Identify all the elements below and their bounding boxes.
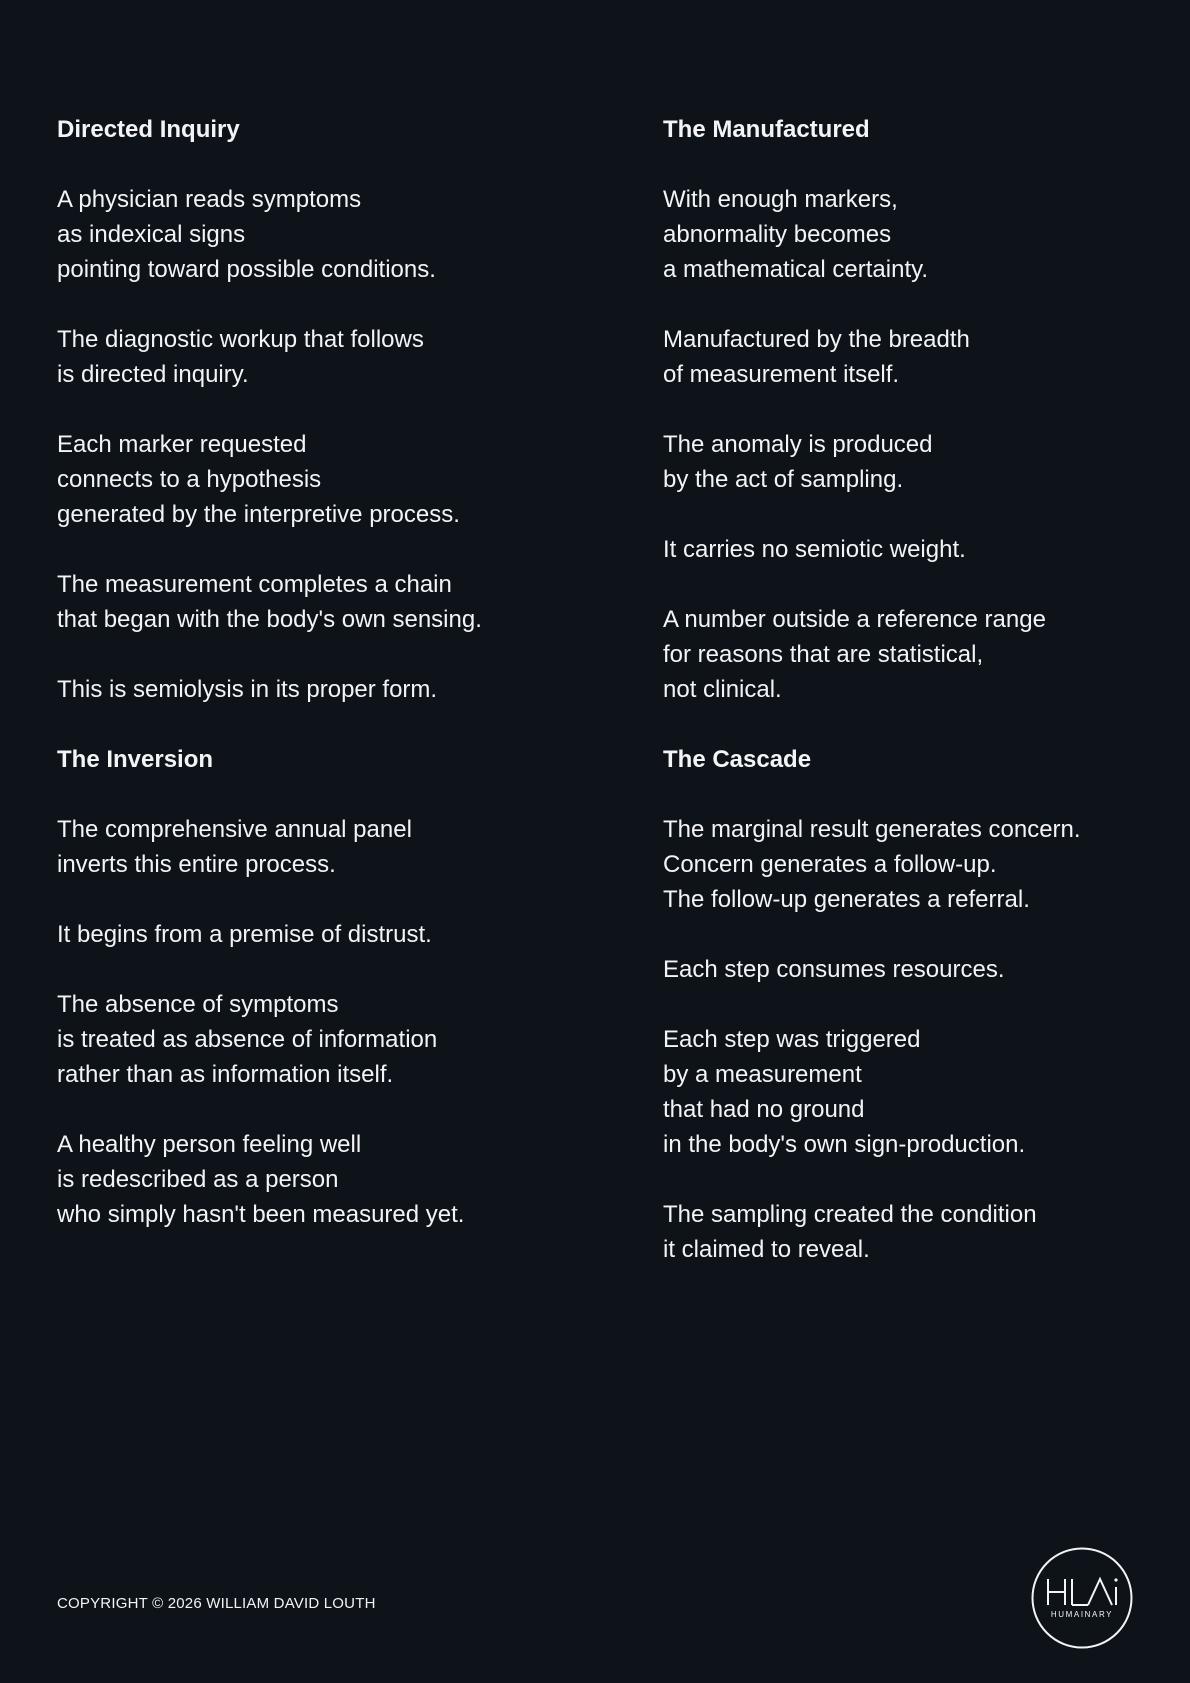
stanza-line: in the body's own sign-production. bbox=[663, 1131, 1026, 1158]
stanza-line: This is semiolysis in its proper form. bbox=[57, 676, 438, 703]
stanza-line: Manufactured by the breadth bbox=[663, 326, 970, 353]
stanza bbox=[663, 952, 1133, 987]
humainary-logo-icon bbox=[1031, 1547, 1133, 1649]
stanza-line: The marginal result generates concern. bbox=[663, 816, 1081, 843]
stanza-line: rather than as information itself. bbox=[57, 1061, 394, 1088]
stanza-line: The follow-up generates a referral. bbox=[663, 886, 1030, 913]
stanza bbox=[663, 1197, 1133, 1267]
stanza-line: It begins from a premise of distrust. bbox=[57, 921, 432, 948]
stanza-line: With enough markers, bbox=[663, 186, 898, 213]
stanza-line: Concern generates a follow-up. bbox=[663, 851, 997, 878]
stanza-line: is treated as absence of information bbox=[57, 1026, 438, 1053]
stanza-line: is redescribed as a person bbox=[57, 1166, 339, 1193]
stanza-line: The measurement completes a chain bbox=[57, 571, 452, 598]
stanza bbox=[663, 602, 1133, 707]
stanza-line: It carries no semiotic weight. bbox=[663, 536, 966, 563]
stanza bbox=[57, 567, 527, 637]
stanza-line: for reasons that are statistical, bbox=[663, 641, 984, 668]
stanza bbox=[663, 322, 1133, 392]
stanza bbox=[57, 672, 527, 707]
stanza bbox=[57, 427, 527, 532]
stanza bbox=[663, 532, 1133, 567]
stanza bbox=[57, 182, 527, 287]
section-title: The Inversion bbox=[57, 746, 214, 773]
stanza bbox=[57, 322, 527, 392]
stanza bbox=[663, 1022, 1133, 1162]
stanza-line: The diagnostic workup that follows bbox=[57, 326, 424, 353]
stanza-line: not clinical. bbox=[663, 676, 782, 703]
stanza-line: abnormality becomes bbox=[663, 221, 892, 248]
stanza-line: by a measurement bbox=[663, 1061, 862, 1088]
stanza-line: that had no ground bbox=[663, 1096, 865, 1123]
copyright-notice: COPYRIGHT © 2026 WILLIAM DAVID LOUTH bbox=[57, 1595, 376, 1612]
stanza-line: it claimed to reveal. bbox=[663, 1236, 870, 1263]
stanza-line: The anomaly is produced bbox=[663, 431, 933, 458]
content-columns bbox=[57, 112, 1133, 1302]
stanza bbox=[663, 182, 1133, 287]
stanza-line: that began with the body's own sensing. bbox=[57, 606, 482, 633]
right-column bbox=[663, 112, 1133, 1302]
stanza-line: of measurement itself. bbox=[663, 361, 900, 388]
stanza-line: inverts this entire process. bbox=[57, 851, 336, 878]
stanza-line: by the act of sampling. bbox=[663, 466, 904, 493]
stanza-line: who simply hasn't been measured yet. bbox=[57, 1201, 465, 1228]
stanza-line: generated by the interpretive process. bbox=[57, 501, 460, 528]
section-title: The Manufactured bbox=[663, 116, 870, 143]
stanza bbox=[663, 427, 1133, 497]
section-title: The Cascade bbox=[663, 746, 812, 773]
stanza bbox=[57, 917, 527, 952]
stanza-line: The sampling created the condition bbox=[663, 1201, 1037, 1228]
left-column bbox=[57, 112, 527, 1302]
stanza-line: as indexical signs bbox=[57, 221, 246, 248]
stanza-line: The comprehensive annual panel bbox=[57, 816, 412, 843]
stanza-line: pointing toward possible conditions. bbox=[57, 256, 436, 283]
stanza-line: A physician reads symptoms bbox=[57, 186, 362, 213]
stanza-line: connects to a hypothesis bbox=[57, 466, 322, 493]
stanza-line: The absence of symptoms bbox=[57, 991, 339, 1018]
stanza bbox=[57, 812, 527, 882]
logo-wordmark: HUMAINARY bbox=[1050, 1610, 1114, 1619]
stanza bbox=[663, 812, 1133, 917]
stanza-line: Each marker requested bbox=[57, 431, 307, 458]
stanza bbox=[57, 987, 527, 1092]
stanza-line: a mathematical certainty. bbox=[663, 256, 928, 283]
section-title: Directed Inquiry bbox=[57, 116, 240, 143]
stanza-line: Each step consumes resources. bbox=[663, 956, 1005, 983]
stanza-line: A number outside a reference range bbox=[663, 606, 1046, 633]
stanza-line: is directed inquiry. bbox=[57, 361, 249, 388]
stanza-line: Each step was triggered bbox=[663, 1026, 921, 1053]
stanza-line: A healthy person feeling well bbox=[57, 1131, 362, 1158]
stanza bbox=[57, 1127, 527, 1232]
